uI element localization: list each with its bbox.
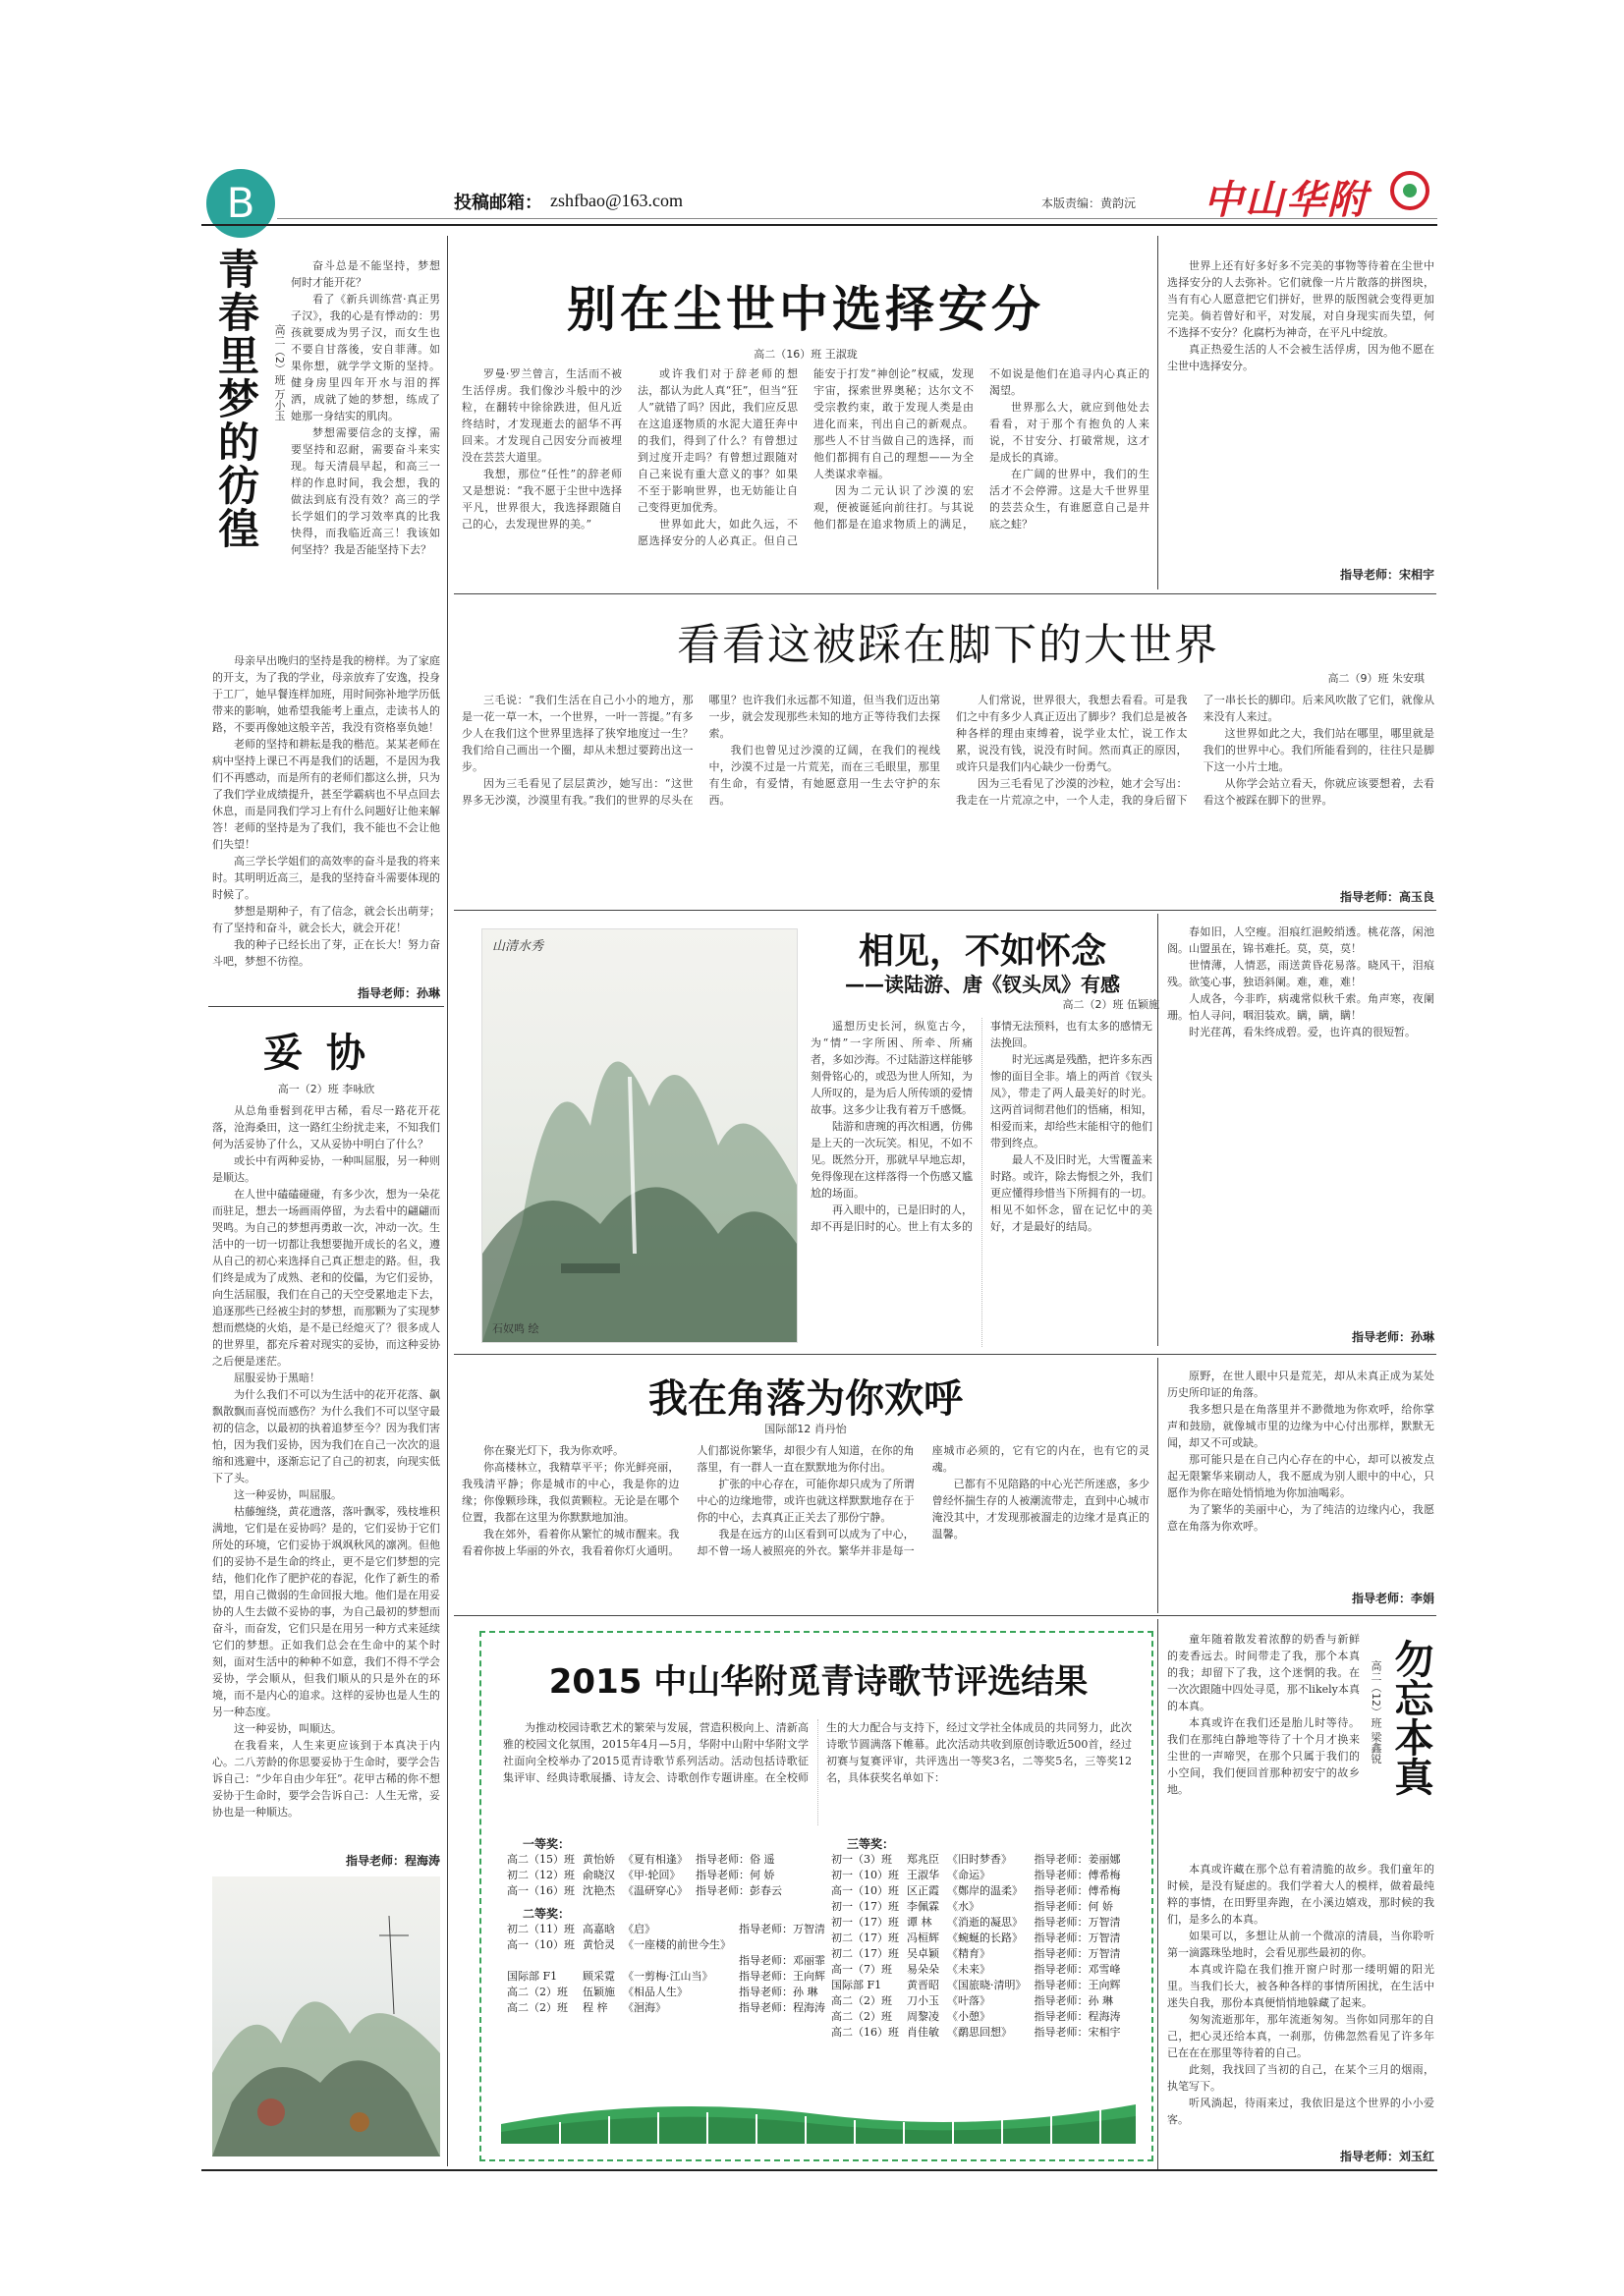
award-poem: 《鹬思回想》: [947, 2026, 1012, 2039]
award-name: 易朵朵: [907, 1963, 939, 1976]
award-teacher: 指导老师：万智清: [1034, 1947, 1121, 1960]
award-name: 高嘉晗: [583, 1923, 615, 1935]
award-row: [827, 1915, 1125, 1931]
award-row: [503, 1852, 786, 1868]
masthead-title: 中山华附: [1204, 177, 1369, 223]
third-prize-table: [827, 1852, 1125, 2041]
award-name: 黄怡娇: [583, 1853, 615, 1866]
divider: [454, 593, 1436, 594]
award-row: [503, 1985, 829, 2000]
award-poem: 《叶落》: [947, 1994, 990, 2007]
nostalgia-subtitle: ——读陆游、唐《钗头凤》有感: [845, 973, 1120, 996]
award-teacher: 指导老师：傅希梅: [1034, 1884, 1121, 1897]
award-teacher: 指导老师：何 娇: [696, 1869, 775, 1881]
compromise-teacher: 指导老师：程海涛: [345, 1854, 440, 1868]
award-row: [827, 2025, 1125, 2041]
award-class: 高一（10）班: [507, 1938, 575, 1951]
award-teacher: 指导老师：彭春云: [696, 1884, 782, 1897]
award-row: [827, 1852, 1125, 1868]
painting-signature: 石奴鸣 绘: [492, 1322, 539, 1335]
award-row: [827, 1868, 1125, 1883]
award-name: 谭 林: [907, 1916, 932, 1929]
landscape-painting: [481, 928, 798, 1343]
landscape-painting-icon: [212, 1876, 440, 2156]
award-row: [503, 2000, 829, 2016]
award-teacher: 指导老师：邓雪峰: [1034, 1963, 1121, 1976]
masthead: [1204, 169, 1429, 223]
wave-decoration-icon: [501, 2095, 1136, 2144]
youth-body: 奋斗总是不能坚持，梦想何时才能开花？ 看了《新兵训练营·真正男子汉》，我的心是有悸动的：男孩就要成为男子汉，而女生也不要自甘落後，安自菲薄。如果你想，就学学文斯的坚持。健身房里四年开水与泪的挥洒，成就了她的梦想，练成了她那一身结实的肌肉。 梦想需要信念的支撑，需要坚持和忍耐，需要奋斗来实现。每天清晨早起，和高三一样的作息时间，我会想，我的做法到底有没有效？高三的学长学姐们的学习效率真的比我快得，而我临近高三！我该如何坚持？我是否能坚持下去？: [291, 259, 440, 556]
footer-rule: [201, 2169, 1437, 2171]
youth-title: 青春里梦的彷徨: [212, 248, 260, 550]
award-name: 顾采霓: [583, 1970, 615, 1983]
award-poem: 《未来》: [947, 1963, 990, 1976]
award-class: 高二（2）班: [831, 2010, 892, 2023]
third-prize-label: 三等奖：: [847, 1837, 895, 1851]
world-title: 看看这被踩在脚下的大世界: [677, 620, 1219, 670]
award-class: 高一（7）班: [831, 1963, 892, 1976]
award-row: [827, 2009, 1125, 2025]
award-teacher: 指导老师：王向辉: [739, 1970, 825, 1983]
nostalgia-teacher: 指导老师：孙琳: [1351, 1330, 1434, 1344]
award-class: 高一（16）班: [507, 1884, 575, 1897]
safety-body: 罗曼·罗兰曾言，生活而不被生活俘虏。我们像沙斗般中的沙粒，在翻转中徐徐跌进，但凡近终结时，才发现逝去的韶华不再回来。才发现自己因安分而被埋没在芸芸大道里。 我想，那位“任性”的辞老师又是想说：“我不愿于尘世中选择平凡，世界很大，我选择跟随自己的心，去发现世界的美。” 或许我们对于辞老师的想法，都认为此人真“狂”，但当“狂人”就错了吗？因此，我们应反思在这追逐物质的水泥大道狂奔中的我们，得到了什么？有曾想过到过度开走吗？有曾想过跟随对自己来说有重大意义的事？如果不至于影响世界，也无妨能让自己变得更加优秀。 世界如此大，如此久远，不愿选择安分的人必真正。但自己能安于打发“神创论”权威，发现宇宙，探索世界奥秘；达尔文不受宗教约束，敢于发现人类是由进化而来，刊出自己的新观点。那些人不甘当做自己的选择，而他们都拥有自己的理想——为全人类谋求幸福。 因为二元认识了沙漠的宏观，便被诞延向前往打。与其说他们都是在追求物质上的满足，不如说是他们在追寻内心真正的渴望。 世界那么大，就应到他处去看看，对于那个有抱负的人来说，不甘安分、打破常规，这才是成长的真谛。 在广阔的世界中，我们的生活才不会停滞。这是大千世界里的芸芸众生，有谁愿意自己是井底之蛙？: [462, 367, 1149, 547]
mountain-landscape-icon: [482, 929, 797, 1342]
award-name: 沈艳杰: [583, 1884, 615, 1897]
nostalgia-body-right: 春如旧，人空瘦。泪痕红浥鲛绡透。桃花落，闲池阁。山盟虽在，锦书难托。莫，莫，莫！ 世情薄，人情恶，雨送黄昏花易落。晓风干，泪痕残。欲笺心事，独语斜阑。难，难，难！ 人成各，今非昨，病魂常似秋千索。角声寒，夜阑珊。怕人寻问，咽泪装欢。瞒，瞒，瞒！ 时光荏苒，看朱终成碧。爱，也许真的很短暂。: [1167, 925, 1434, 1038]
award-name: 区正霞: [907, 1884, 939, 1897]
award-class: 初二（17）班: [831, 1947, 899, 1960]
award-teacher: [735, 1937, 829, 1953]
award-poem: 《旧时梦香》: [947, 1853, 1012, 1866]
column-divider: [1157, 1358, 1158, 1613]
welcome-byline: 国际部12 肖丹怡: [764, 1423, 847, 1435]
award-teacher: 指导老师：邓丽霏: [739, 1954, 825, 1967]
world-teacher: 指导老师：高玉良: [1339, 890, 1434, 904]
award-poem: 《蜿蜒的长路》: [947, 1932, 1023, 1944]
first-prize-table: [503, 1852, 786, 1899]
column-divider: [1157, 236, 1158, 589]
award-teacher: 指导老师：王向辉: [1034, 1979, 1121, 1991]
award-teacher: 指导老师：俗 遥: [696, 1853, 775, 1866]
award-poem: 《相品人生》: [623, 1986, 688, 1998]
award-row: [503, 1953, 829, 1969]
award-name: 周黎凌: [907, 2010, 939, 2023]
award-teacher: 指导老师：傅希梅: [1034, 1869, 1121, 1881]
award-poem: 《鄭岸的温柔》: [947, 1884, 1023, 1897]
youth-body-lower: 母亲早出晚归的坚持是我的榜样。为了家庭的开支，为了我的学业，母亲放弃了安逸，投身于工厂，她早餐连样加班，用时间弥补地学历低带来的影响，她希望我能考上重点，走读书人的路，不要再像她这般辛苦，我没有资格辜负她！ 老师的坚持和耕耘是我的楷范。某某老师在病中坚持上课已不再是我们的话题，不是因为我们不再感动，而是所有的老师们都这么拼，只为了我们学业成绩提升，甚至学霸病也不早点回去休息，而是同我们学习上有什么问题好让他来解答！老师的坚持是为了我们，我不能也不会让他们失望！ 高三学长学姐们的高效率的奋斗是我的将来时。其明明近高三，是我的坚持奋斗需要体现的时候了。 梦想是期种子，有了信念，就会长出萌芽；有了坚持和奋斗，就会长大，就会开花！ 我的种子已经长出了芽，正在长大！努力奋斗吧，梦想不彷徨。: [212, 654, 440, 968]
school-logo-icon: [1390, 171, 1429, 210]
world-body: 三毛说：“我们生活在自己小小的地方，那是一花一草一木，一个世界，一叶一菩提。”有多少人在我们这个世界里选择了狭窄地度过一生？我们给自己画出一个圈，却从未想过要跨出这一步。 因为三毛看见了层层黄沙，她写出：“这世界多无沙漠，沙漠里有我。”我们的世界的尽头在哪里？也许我们永远都不知道，但当我们迈出第一步，就会发现那些未知的地方正等待我们去探索。 我们也曾见过沙漠的辽阔，在我们的视线中，沙漠不过是一片荒芜，而在三毛眼里，那里有生命，有爱情，有她愿意用一生去守护的东西。 人们常说，世界很大，我想去看看。可是我们之中有多少人真正迈出了脚步？我们总是被各种各样的理由束缚着，说学业太忙，说工作太累，说没有钱，说没有时间。然而真正的原因，或许只是我们内心缺少一份勇气。 因为三毛看见了沙漠的沙粒，她才会写出：我走在一片荒凉之中，一个人走，我的身后留下了一串长长的脚印。后来风吹散了它们，就像从来没有人来过。 这世界如此之大，我们站在哪里，哪里就是我们的世界中心。我们所能看到的，往往只是脚下这一小片土地。 从你学会站立看天，你就应该要想着，去看看这个被踩在脚下的世界。: [462, 694, 1434, 807]
award-name: 刀小玉: [907, 1994, 939, 2007]
award-name: 郑兆臣: [907, 1853, 939, 1866]
welcome-title: 我在角落为你欢呼: [648, 1376, 963, 1422]
world-byline: 高二（9）班 朱安琪: [1327, 672, 1425, 685]
award-class: 国际部 F1: [507, 1970, 558, 1983]
second-prize-label: 二等奖：: [523, 1907, 571, 1921]
first-prize-block: [503, 1835, 825, 2016]
award-name: [579, 1953, 619, 1969]
first-prize-label: 一等奖：: [523, 1837, 571, 1851]
award-poem: 《启》: [623, 1923, 655, 1935]
divider: [454, 1615, 1436, 1616]
award-row: [827, 1993, 1125, 2009]
award-name: 李佩霖: [907, 1900, 939, 1913]
editor-credit: 本版责编：黄韵沅: [1041, 196, 1137, 210]
award-poem: [619, 1953, 735, 1969]
award-row: [503, 1969, 829, 1985]
award-name: 黄晋昭: [907, 1979, 939, 1991]
award-teacher: 指导老师：程海涛: [1034, 2010, 1121, 2023]
award-teacher: 指导老师：姜丽娜: [1034, 1853, 1121, 1866]
award-name: 吴卓颖: [907, 1947, 939, 1960]
award-poem: 《夏有相逢》: [623, 1853, 688, 1866]
poetry-intro: 为推动校园诗歌艺术的繁荣与发展，营造积极向上、清新高雅的校园文化氛围，2015年4月—5月，华附中山附中华附文学社面向全校举办了2015觅青诗歌节系列活动。活动包括诗歌征集评审、经典诗歌展播、诗友会、诗歌创作专题讲座。在全校师生的大力配合与支持下，经过文学社全体成员的共同努力，此次诗歌节圆满落下帷幕。此次活动共收到原创诗歌近500首，经过初赛与复赛评审，共评选出一等奖3名，二等奖5名，三等奖12名，具体获奖名单如下：: [503, 1721, 1132, 1784]
award-name: 程 梓: [583, 2001, 608, 2014]
forget-title: 勿忘本真: [1388, 1639, 1433, 1796]
column-divider: [1157, 1619, 1158, 2169]
award-teacher: 指导老师：宋相宇: [1034, 2026, 1121, 2039]
welcome-body: 你在聚光灯下，我为你欢呼。 你高楼林立，我精草平平；你光鲜亮丽，我残清平静；你是城市的中心，我是你的边缘；你像颗珍珠，我似黄颗粒。无论是在哪个位置，我都在这里为你默默地加油。 我在郊外，看着你从繁忙的城市醒来。我看着你披上华丽的外衣，我看着你灯火通明。人们都说你繁华，却很少有人知道，在你的角落里，有一群人一直在默默地为你付出。 扩张的中心存在，可能你却只成为了所谓中心的边缘地带，或许也就这样默默地存在于你的中心，去真真正正关去了那份宁静。 我是在远方的山区看到可以成为了中心，却不曾一场人被照亮的外衣。繁华并非是每一座城市必须的，它有它的内在，也有它的灵魂。 已都有不见陪路的中心光芒所迷惑，多少曾经怀揣生存的人被潮流带走，直到中心城市淹没其中，才发现那被溜走的边缘才是真正的温馨。: [462, 1444, 1149, 1557]
award-poem: 《消逝的凝思》: [947, 1916, 1023, 1929]
divider: [454, 910, 1436, 911]
nostalgia-body: 遥想历史长河，纵览古今，为“情”一字所困、所牵、所痛者，多如沙海。不过陆游这样能够刻骨铭心的，或恐为世人所知，为人所叹的，是为后人所传颂的爱情故事。这多少让我有着万千感慨。 陆游和唐琬的再次相遇，仿佛是上天的一次玩笑。相见，不如不见。既然分开，那就早早地忘却，免得像现在这样落得一个伤感又尴尬的场面。 再入眼中的，已是旧时的人，却不再是旧时的心。世上有太多的事情无法预料，也有太多的感情无法挽回。 时光远离是残酷，把许多东西惨的面目全非。墙上的两首《钗头凤》，带走了两人最美好的时光。这两首词彻君他们的悟痛，相知，相爱而来，却给些末能相守的他们带到终点。 最人不及旧时光，大雪覆盖来时路。或许，除去悔恨之外，我们更应懂得珍惜当下所拥有的一切。相见不如怀念，留在记忆中的美好，才是最好的结局。: [811, 1020, 1152, 1233]
award-class: 高二（2）班: [507, 1986, 568, 1998]
award-class: 初一（17）班: [831, 1900, 899, 1913]
divider: [208, 1006, 444, 1007]
award-row: [503, 1868, 786, 1883]
green-banner: [501, 2095, 1136, 2144]
award-poem: 《小憩》: [947, 2010, 990, 2023]
section-badge: B: [206, 169, 275, 238]
award-teacher: 指导老师：程海涛: [739, 2001, 825, 2014]
bottom-left-painting: [212, 1876, 440, 2156]
second-prize-table: [503, 1922, 829, 2016]
email-label: 投稿邮箱：: [454, 193, 542, 213]
nostalgia-byline: 高二（2）班 伍颖施: [1062, 998, 1159, 1011]
safety-byline: 高二（16）班 王淑珑: [754, 348, 858, 361]
award-poem: 《温研穿心》: [623, 1884, 688, 1897]
award-class: 初一（17）班: [831, 1916, 899, 1929]
award-class: 高二（16）班: [831, 2026, 899, 2039]
award-poem: 《甲·轮回》: [623, 1869, 681, 1881]
award-row: [503, 1883, 786, 1899]
award-class: 高一（10）班: [831, 1884, 899, 1897]
award-class: 初二（17）班: [831, 1932, 899, 1944]
safety-body-right: 世界上还有好多好多不完美的事物等待着在尘世中选择安分的人去弥补。它们就像一片片散落的拼图块，当有有心人愿意把它们拼好，世界的版图就会变得更加完美。倘若曾好和平，对发展，对自身现实而失望，何不选择不安分？化腐朽为神奇，在平凡中绽放。 真正热爱生活的人不会被生活俘虏，因为他不愿在尘世中选择安分。: [1167, 259, 1434, 372]
award-class: 初一（10）班: [831, 1869, 899, 1881]
award-name: 黄恰灵: [583, 1938, 615, 1951]
forget-byline: 高二（12）班 梁鑫锐: [1370, 1660, 1382, 1764]
award-class: 初二（12）班: [507, 1869, 575, 1881]
award-class: 国际部 F1: [831, 1979, 882, 1991]
award-class: 高二（2）班: [507, 2001, 568, 2014]
email-address[interactable]: zshfbao@163.com: [550, 191, 684, 210]
award-row: [827, 1931, 1125, 1946]
award-class: 初一（3）班: [831, 1853, 892, 1866]
painting-caption: 山清水秀: [492, 939, 544, 954]
award-name: 伍颖施: [583, 1986, 615, 1998]
forget-teacher: 指导老师：刘玉红: [1339, 2150, 1434, 2163]
award-row: [827, 1978, 1125, 1993]
header-rule: [201, 224, 1437, 226]
award-row: [827, 1962, 1125, 1978]
welcome-teacher: 指导老师：李娟: [1351, 1592, 1434, 1605]
safety-teacher: 指导老师：宋相宇: [1339, 568, 1434, 582]
nostalgia-title: 相见，不如怀念: [858, 931, 1106, 972]
award-poem: 《水》: [947, 1900, 980, 1913]
award-name: 肖佳敏: [907, 2026, 939, 2039]
award-name: 王淑华: [907, 1869, 939, 1881]
youth-byline: 高二（2）班 万小玉: [273, 324, 286, 421]
award-poem: 《洄海》: [623, 2001, 666, 2014]
award-row: [827, 1899, 1125, 1915]
forget-body: 童年随着散发着浓醇的奶香与新鲜的麦香远去。时间带走了我，那个本真的我；却留下了我，这个迷惘的我。在一次次跟随中四处寻觅，那不likely本真的本真。 本真或许在我们还是胎儿时等待。我们在那纯白静地等待了十个月才换来尘世的一声啼哭，在那个只属于我们的小空间，我们便回首那种初安宁的故乡地。: [1167, 1633, 1360, 1796]
compromise-title: 妥协: [263, 1031, 389, 1076]
award-teacher: 指导老师：孙 琳: [739, 1986, 818, 1998]
youth-teacher: 指导老师：孙琳: [357, 986, 440, 1000]
header-rule-thin: [277, 218, 1437, 219]
poetry-results-box: [479, 1631, 1153, 2161]
award-poem: 《国旅晓·清明》: [947, 1979, 1027, 1991]
award-poem: 《一剪梅·江山当》: [623, 1970, 713, 1983]
award-poem: 《一座楼的前世今生》: [623, 1938, 731, 1951]
award-teacher: 指导老师：万智清: [1034, 1916, 1121, 1929]
award-class: [503, 1953, 579, 1969]
award-class: 高二（15）班: [507, 1853, 575, 1866]
award-teacher: 指导老师：万智清: [1034, 1932, 1121, 1944]
forget-body-lower: 本真或许藏在那个总有着清脆的故乡。我们童年的时候，是没有疑虑的。我们学着大人的模样，做着最纯粹的事情，在田野里奔跑，在小溪边嬉戏，那时候的我们，是多么的本真。 如果可以，多想让从前一个微凉的清晨，当你聆听第一滴露珠坠地时，会看见那些最初的你。 本真或许隐在我们推开窗户时那一缕明媚的阳光里。当我们长大，被各种各样的事情所困扰，在生活中迷失自我，那份本真便悄悄地躲藏了起来。 匆匆流逝那年，那年流逝匆匆。当你如同那年的自己，把心灵还给本真，一刹那，仿佛忽然看见了许多年已在在在那里等待着的自己。 此刻，我找回了当初的自己，在某个三月的烟雨，执笔写下。 听风淌起，待雨来过，我依旧是这个世界的小小爱客。: [1167, 1863, 1434, 2126]
award-name: 俞晓汉: [583, 1869, 615, 1881]
award-row: [827, 1946, 1125, 1962]
column-divider: [447, 236, 448, 2166]
divider: [454, 1354, 1436, 1355]
safety-title: 别在尘世中选择安分: [567, 281, 1044, 338]
compromise-byline: 高一（2）班 李咏欣: [277, 1083, 375, 1095]
compromise-body: 从总角垂髫到花甲古稀，看尽一路花开花落，沧海桑田，这一路红尘纷扰走来，不知我们何为活妥协了什么，又从妥协中明白了什么？ 或长中有两种妥协，一种叫屈服，另一种则是顺达。 在人世中磕磕碰碰，有多少次，想为一朵花而驻足，想去一场画雨停留，为去看中的翩翩而哭鸣。为自己的梦想再勇敢一次，冲动一次。生活中的一切一切都让我想要抛开成长的名义，遵从自己的初心来选择自己真正想走的路。但，我们终是成为了成熟、老和的佼儡，为它们妥协，向生活屈服，我们在自己的天空受累地走下去，追逐那些已经被尘封的梦想，而那颗为了实现梦想而燃烧的火焰，是不是已经熄灭了？很多成人的世界里，都充斥着对现实的妥协，而这种妥协之后便是迷茫。 屈服妥协于黑暗！ 为什么我们不可以为生活中的花开花落、飙飘散飘而喜悦而感伤？为什么我们不可以坚守最初的信念，以最初的执着追梦至今？因为我们害怕，因为我们妥协，因为我们在自己一次次的退缩和逃避中，逐渐忘记了自己的初衷，向现实低下了头。 这一种妥协，叫屈服。 枯藤缠绕，黄花遗落，落叶飘零，残枝堆积满地，它们是在妥协吗？是的，它们妥协于它们所处的环境，它们妥协于飒飒秋风的凛冽。但他们的妥协不是生命的终止，更不是它们梦想的完结，他们化作了肥护花的春泥，化作了新生的希望，用自己微弱的生命回报大地。他们是在用妥协的人生去做不妥协的事，为自己最初的梦想而奋斗，而奋发，它们只是在用另一种方式来延续它们的梦想。正如我们总会在生命中的某个时刻，面对生活中的种种不如意，我们不得不学会妥协，学会顺从，但我们顺从的只是外在的环境，而不是内心的追求。这样的妥协也是人生的另一种态度。 这一种妥协，叫顺达。 在我看来，人生来更应该到于本真决于内心。二八芳龄的你思要妥协于生命时，要学会告诉自己：“少年自由少年狂”。花甲古稀的你不想妥协于生命时，要学会告诉自己：人生无常，妥协也是一种顺达。: [212, 1104, 440, 1819]
poetry-title: 2015 中山华附觅青诗歌节评选结果: [548, 1662, 1089, 1702]
third-prize-block: [827, 1835, 1142, 2041]
award-name: 冯桓辉: [907, 1932, 939, 1944]
award-row: [503, 1922, 829, 1937]
award-teacher: 指导老师：万智清: [739, 1923, 825, 1935]
award-class: 高二（2）班: [831, 1994, 892, 2007]
award-teacher: 指导老师：何 娇: [1034, 1900, 1113, 1913]
award-poem: 《精育》: [947, 1947, 990, 1960]
award-class: 初二（11）班: [507, 1923, 575, 1935]
column-divider: [1157, 914, 1158, 1346]
award-row: [827, 1883, 1125, 1899]
award-poem: 《命运》: [947, 1869, 990, 1881]
award-teacher: 指导老师：孙 琳: [1034, 1994, 1113, 2007]
welcome-body-right: 原野，在世人眼中只是荒芜，却从未真正成为某处历史所印证的角落。 我多想只是在角落里并不渺微地为你欢呼，给你掌声和鼓励，就像城市里的边缘为中心付出那样，默默无闻，却又不可或缺。 那可能只是在自己内心存在的中心，却可以被发点起无限繁华来刷动人，我不愿成为别人眼中的中心，只愿作为你在暗处悄悄地为你加油喝彩。 为了繁华的美丽中心，为了纯洁的边缘内心，我愿意在角落为你欢呼。: [1167, 1370, 1434, 1533]
award-row: [503, 1937, 829, 1953]
